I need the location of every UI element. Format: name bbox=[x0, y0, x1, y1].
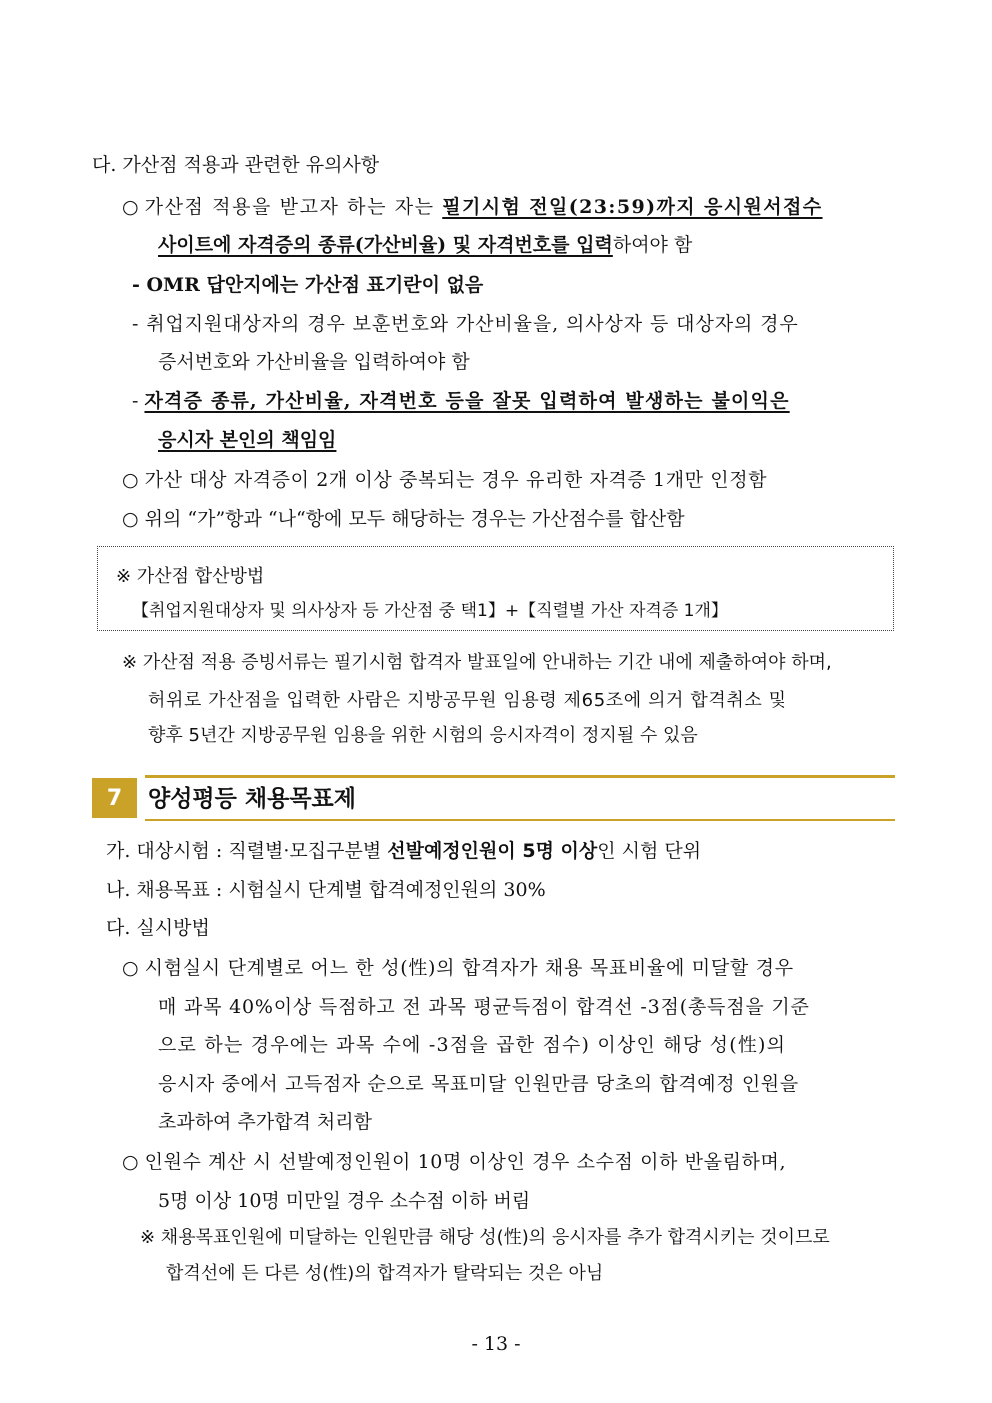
s2-note-line-2: 합격선에 든 다른 성(性)의 합격자가 탈락되는 것은 아님 bbox=[166, 1263, 604, 1284]
circle-bullet-icon: ○ bbox=[122, 508, 139, 530]
bullet-2 bbox=[122, 465, 767, 492]
box-title: ※ 가산점 합산방법 bbox=[116, 566, 265, 587]
bullet-3 bbox=[122, 504, 685, 531]
circle-bullet-icon: ○ bbox=[122, 957, 139, 979]
section-number-badge: 7 bbox=[92, 778, 137, 818]
bullet-1-text-b: 필기시험 전일(23:59)까지 응시원서접수 bbox=[442, 196, 823, 218]
circle-bullet-icon: ○ bbox=[122, 469, 139, 491]
item-ga-b: 선발예정인원이 5명 이상 bbox=[387, 840, 598, 862]
s2-bullet-1-line-1 bbox=[122, 953, 794, 980]
note-1-line-3: 향후 5년간 지방공무원 임용을 위한 시험의 응시자격이 정지될 수 있음 bbox=[148, 725, 698, 746]
note-1-line-2: 허위로 가산점을 입력한 사람은 지방공무원 임용령 제65조에 의거 합격취소 및 bbox=[148, 690, 787, 711]
section-title: 양성평등 채용목표제 bbox=[148, 786, 356, 812]
s2-bullet-1-text: 시험실시 단계별로 어느 한 성(性)의 합격자가 채용 목표비율에 미달할 경우 bbox=[144, 957, 794, 979]
bullet-1-text-a: 가산점 적용을 받고자 하는 자는 bbox=[144, 196, 443, 218]
item-ga bbox=[106, 836, 701, 863]
bullet-1-text-c: 사이트에 자격증의 종류(가산비율) 및 자격번호를 입력 bbox=[158, 234, 613, 256]
s2-note-line-1: ※ 채용목표인원에 미달하는 인원만큼 해당 성(性)의 응시자를 추가 합격시키는 것이므로 bbox=[140, 1227, 830, 1248]
item-da: 다. 실시방법 bbox=[106, 917, 210, 939]
s2-bullet-2-text: 인원수 계산 시 선발예정인원이 10명 이상인 경우 소수점 이하 반올림하며, bbox=[144, 1151, 787, 1173]
s2-bullet-1-line-3: 으로 하는 경우에는 과목 수에 -3점을 곱한 점수) 이상인 해당 성(性)의 bbox=[158, 1034, 787, 1056]
subheading-da: 다. 가산점 적용과 관련한 유의사항 bbox=[92, 154, 380, 176]
section-rule-bottom bbox=[145, 819, 895, 821]
s2-bullet-2-line-1 bbox=[122, 1147, 786, 1174]
circle-bullet-icon: ○ bbox=[122, 1151, 139, 1173]
page-number: - 13 - bbox=[471, 1333, 521, 1355]
note-1-line-1: ※ 가산점 적용 증빙서류는 필기시험 합격자 발표일에 안내하는 기간 내에 제출하여야 하며, bbox=[122, 652, 832, 673]
dash-item-2-line-1: - 취업지원대상자의 경우 보훈번호와 가산비율을, 의사상자 등 대상자의 경우 bbox=[132, 313, 799, 335]
section-rule-top bbox=[145, 775, 895, 778]
s2-bullet-1-line-5: 초과하여 추가합격 처리함 bbox=[158, 1111, 372, 1133]
dash-item-3-line-2: 응시자 본인의 책임임 bbox=[158, 429, 337, 451]
s2-bullet-1-line-4: 응시자 중에서 고득점자 순으로 목표미달 인원만큼 당초의 합격예정 인원을 bbox=[158, 1073, 799, 1095]
bullet-3-text: 위의 “가”항과 “나“항에 모두 해당하는 경우는 가산점수를 합산함 bbox=[144, 508, 685, 530]
bullet-1 bbox=[122, 192, 902, 219]
s2-bullet-2-line-2: 5명 이상 10명 미만일 경우 소수점 이하 버림 bbox=[158, 1190, 531, 1212]
circle-bullet-icon: ○ bbox=[122, 196, 139, 218]
bullet-2-text: 가산 대상 자격증이 2개 이상 중복되는 경우 유리한 자격증 1개만 인정함 bbox=[144, 469, 768, 491]
bullet-1-line-2 bbox=[158, 230, 692, 257]
s2-bullet-1-line-2: 매 과목 40%이상 득점하고 전 과목 평균득점이 합격선 -3점(총득점을 기준 bbox=[158, 996, 810, 1018]
dash-item-1: - OMR 답안지에는 가산점 표기란이 없음 bbox=[132, 274, 484, 296]
bullet-1-text-d: 하여야 함 bbox=[612, 234, 693, 256]
dash-item-2-line-2: 증서번호와 가산비율을 입력하여야 함 bbox=[158, 351, 470, 373]
item-na: 나. 채용목표 : 시험실시 단계별 합격예정인원의 30% bbox=[106, 879, 546, 901]
dash-item-3-line-1: - 자격증 종류, 가산비율, 자격번호 등을 잘못 입력하여 발생하는 불이익은 bbox=[132, 390, 790, 412]
item-ga-a: 가. 대상시험 : 직렬별·모집구분별 bbox=[106, 840, 388, 862]
dash-item-3-text: 자격증 종류, 가산비율, 자격번호 등을 잘못 입력하여 발생하는 불이익은 bbox=[144, 390, 790, 412]
box-line: 【취업지원대상자 및 의사상자 등 가산점 중 택1】+【직렬별 가산 자격증 1개】 bbox=[132, 601, 728, 621]
item-ga-c: 인 시험 단위 bbox=[597, 840, 702, 862]
